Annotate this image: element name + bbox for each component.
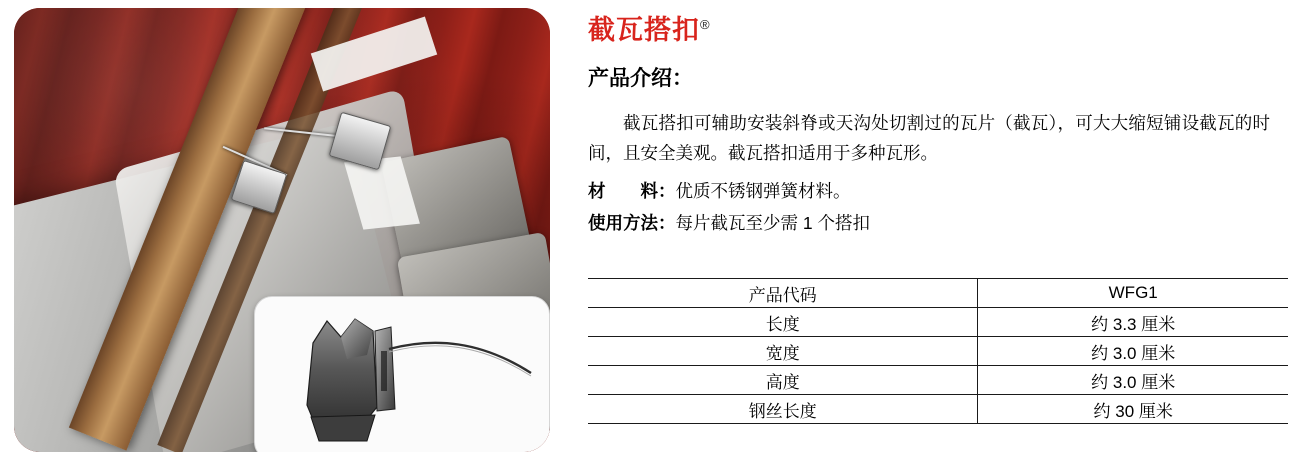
table-row (588, 366, 1288, 395)
intro-paragraph: 截瓦搭扣可辅助安装斜脊或天沟处切割过的瓦片（截瓦），可大大缩短铺设截瓦的时间，且安全美观。截瓦搭扣适用于多种瓦形。 (588, 113, 1270, 163)
usage-label: 使用方法： (588, 213, 676, 233)
spec-label: 宽度 (588, 337, 978, 366)
spec-label: 长度 (588, 308, 978, 337)
specification-table (588, 278, 1288, 424)
product-photo (14, 8, 550, 452)
usage-line (588, 210, 870, 235)
clip-detail-illustration (255, 297, 549, 452)
product-title-text: 截瓦搭扣 (588, 15, 700, 45)
table-row (588, 308, 1288, 337)
usage-value: 每片截瓦至少需 1 个搭扣 (675, 213, 870, 233)
content-column (588, 0, 1288, 460)
page-title (588, 8, 711, 47)
material-value: 优质不锈钢弹簧材料。 (675, 181, 851, 201)
registered-trademark-icon: ® (700, 17, 711, 32)
table-row (588, 279, 1288, 308)
spec-value: WFG1 (978, 279, 1288, 308)
material-line (588, 178, 851, 203)
section-heading: 产品介绍： (588, 67, 693, 90)
material-label: 材 料： (588, 181, 676, 201)
table-row (588, 395, 1288, 424)
spec-label: 产品代码 (588, 279, 978, 308)
spec-value: 约 3.3 厘米 (978, 308, 1288, 337)
spec-label: 钢丝长度 (588, 395, 978, 424)
spec-value: 约 3.0 厘米 (978, 366, 1288, 395)
product-closeup-inset (254, 296, 550, 452)
spec-label: 高度 (588, 366, 978, 395)
spec-value: 约 3.0 厘米 (978, 337, 1288, 366)
spec-value: 约 30 厘米 (978, 395, 1288, 424)
table-row (588, 337, 1288, 366)
